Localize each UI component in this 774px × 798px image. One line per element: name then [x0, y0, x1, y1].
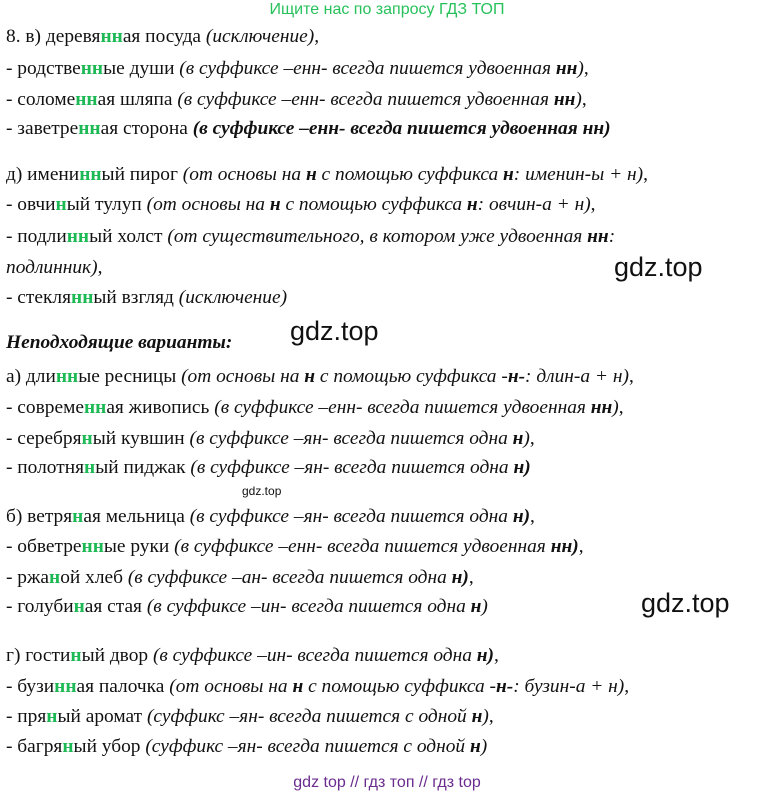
text-segment: , — [581, 89, 587, 110]
text-segment: ) — [523, 428, 530, 449]
text-segment: (в суффиксе –енн- всегда пишется удвоенная — [192, 118, 583, 139]
text-segment: , — [643, 164, 648, 185]
text-segment: , — [583, 58, 589, 79]
text-segment: - полотня — [6, 457, 85, 478]
text-segment: - солом — [6, 89, 67, 110]
text-segment: б) ветря — [6, 506, 73, 527]
text-segment: н — [305, 164, 317, 185]
text-segment: ый аромат — [57, 706, 147, 727]
text-segment: - пря — [6, 706, 47, 727]
text-segment: : именин-ы + н) — [513, 164, 644, 185]
highlighted-letters: нн — [78, 118, 101, 139]
text-segment: (от основы на — [169, 676, 293, 697]
text-line — [6, 455, 531, 481]
text-segment: н — [466, 194, 478, 215]
text-segment: ) — [481, 596, 488, 617]
highlighted-letters: нн — [80, 58, 104, 79]
highlighted-letters: н — [72, 506, 84, 527]
text-line — [6, 704, 494, 730]
text-line — [6, 504, 535, 530]
highlighted-letters: нн — [55, 366, 79, 387]
text-segment: (в суффиксе –енн- всегда пишется удвоенная — [214, 397, 591, 418]
text-segment: н) — [476, 645, 494, 666]
text-segment: ая посуда — [122, 26, 206, 47]
text-segment: , — [314, 26, 320, 47]
text-segment: ) — [612, 397, 619, 418]
highlighted-letters: нн — [71, 287, 94, 308]
text-segment: ый взгляд — [93, 287, 179, 308]
text-segment: - заветре — [6, 118, 79, 139]
text-line — [6, 330, 232, 356]
text-segment: ый тулуп — [66, 194, 147, 215]
text-segment: ый пиджак — [95, 457, 191, 478]
text-line — [6, 87, 587, 113]
text-segment: (суффикс –ян- всегда пишется с одной — [145, 736, 470, 757]
text-segment: (от существительного, в котором уже удвоенная — [167, 226, 588, 247]
text-segment: подлинник) — [6, 257, 98, 278]
text-segment: , — [618, 397, 624, 418]
text-segment: ые ресницы — [78, 366, 182, 387]
text-segment: ая сторона — [100, 118, 193, 139]
text-segment: г) гости — [6, 645, 71, 666]
text-line — [6, 395, 624, 421]
text-segment: н — [469, 736, 481, 757]
text-segment: ый кувшин — [92, 428, 190, 449]
text-segment: н — [470, 596, 482, 617]
text-segment: ый убор — [73, 736, 146, 757]
text-segment: нн — [555, 58, 578, 79]
text-segment: ая живопись — [106, 397, 215, 418]
text-segment: ) — [480, 736, 488, 757]
text-segment: , — [488, 706, 494, 727]
text-segment: : бузин-а + н) — [513, 676, 625, 697]
text-segment: - родстве — [6, 58, 81, 79]
text-segment: н — [503, 164, 514, 185]
text-segment: - бузи — [6, 676, 55, 697]
highlighted-letters: н — [73, 596, 85, 617]
text-segment: , — [578, 536, 584, 557]
text-line — [6, 364, 634, 390]
text-segment: н- — [495, 676, 514, 697]
text-segment: ) — [575, 89, 582, 110]
text-segment: с помощью суффикса - — [315, 366, 508, 387]
text-line — [6, 734, 487, 760]
highlighted-letters: нн — [100, 26, 123, 47]
text-line — [6, 674, 629, 700]
highlighted-letters: н — [49, 567, 61, 588]
text-segment: нн — [587, 226, 609, 247]
text-line — [6, 534, 584, 560]
text-segment: , — [97, 257, 103, 278]
text-segment: , — [624, 676, 630, 697]
text-segment: : длин-а + н) — [525, 366, 629, 387]
text-segment: (в суффиксе –ян- всегда пишется одна — [189, 428, 513, 449]
text-segment: (в суффиксе –ин- всегда пишется одна — [152, 645, 477, 666]
text-segment: н) — [451, 567, 469, 588]
text-segment: н) — [513, 457, 531, 478]
watermark-gdz-top-2: gdz.top — [290, 316, 379, 346]
text-segment: (в суффиксе –ян- всегда пишется одна — [189, 506, 513, 527]
text-segment: (в суффиксе –ан- всегда пишется одна — [127, 567, 452, 588]
text-segment: - стекля — [6, 287, 72, 308]
text-segment: ый пирог — [101, 164, 183, 185]
text-segment: нн — [553, 89, 576, 110]
text-line — [6, 192, 596, 218]
text-segment: с помощью суффикса - — [303, 676, 496, 697]
text-segment: ые руки — [103, 536, 175, 557]
text-segment: , — [628, 366, 634, 387]
text-line — [6, 224, 615, 250]
highlighted-letters: нн — [79, 164, 102, 185]
text-segment: с помощью суффикса — [316, 164, 503, 185]
text-line — [6, 255, 102, 281]
text-segment: а) дли — [6, 366, 56, 387]
text-segment: нн) — [550, 536, 579, 557]
top-watermark: Ищите нас по запросу ГДЗ ТОП — [269, 1, 505, 18]
text-segment: н — [471, 706, 483, 727]
text-segment: - совреме — [6, 397, 84, 418]
text-segment: , — [530, 506, 535, 527]
text-segment: ая палочка — [76, 676, 170, 697]
highlighted-letters: нн — [66, 226, 90, 247]
text-segment: 8. в) деревя — [6, 26, 101, 47]
text-segment: н — [269, 194, 281, 215]
text-segment: нн) — [582, 118, 611, 139]
watermark-gdz-top-3: gdz.top — [242, 484, 282, 498]
text-line — [6, 162, 648, 188]
text-segment: ая стая — [84, 596, 147, 617]
text-segment: , — [590, 194, 596, 215]
text-segment: с помощью суффикса — [280, 194, 467, 215]
text-segment: ый двор — [81, 645, 153, 666]
text-segment: н- — [507, 366, 526, 387]
text-segment: , — [493, 645, 499, 666]
text-segment: н — [292, 676, 304, 697]
text-segment: - голуби — [6, 596, 74, 617]
text-segment: (в суффиксе –ин- всегда пишется одна — [146, 596, 471, 617]
text-segment: - ржа — [6, 567, 50, 588]
text-segment: ые души — [103, 58, 180, 79]
text-segment: е — [66, 89, 76, 110]
text-segment: - подли — [6, 226, 67, 247]
text-segment: (в суффиксе –енн- всегда пишется удвоенная — [174, 536, 551, 557]
bottom-watermark: gdz top // гдз топ // гдз top — [293, 774, 481, 791]
text-segment: н — [512, 428, 524, 449]
text-segment: ая мельница — [83, 506, 190, 527]
text-line — [6, 643, 499, 669]
text-segment: , — [529, 428, 535, 449]
text-line — [6, 116, 611, 142]
highlighted-letters: нн — [83, 397, 107, 418]
text-segment: , — [468, 567, 474, 588]
text-segment: ) — [482, 706, 489, 727]
text-segment: - обветре — [6, 536, 82, 557]
watermark-gdz-top-4: gdz.top — [641, 588, 730, 618]
text-line — [6, 56, 589, 82]
text-segment: ая шляпа — [97, 89, 178, 110]
text-segment: : овчин-а + н) — [477, 194, 591, 215]
text-segment: (в суффиксе –ян- всегда пишется одна — [190, 457, 514, 478]
text-line — [6, 594, 488, 620]
text-line — [6, 285, 287, 311]
text-segment: (от основы на — [182, 164, 306, 185]
text-segment: Неподходящие варианты: — [6, 332, 233, 353]
highlighted-letters: н — [46, 706, 58, 727]
text-line — [6, 24, 319, 50]
text-segment: : — [608, 226, 616, 247]
highlighted-letters: нн — [75, 89, 98, 110]
text-segment: ) — [577, 58, 584, 79]
text-segment: (исключение) — [205, 26, 315, 47]
highlighted-letters: н — [81, 428, 93, 449]
text-line — [6, 565, 474, 591]
highlighted-letters: н — [55, 194, 67, 215]
highlighted-letters: н — [84, 457, 96, 478]
text-segment: (от основы на — [181, 366, 305, 387]
text-segment: ый холст — [89, 226, 168, 247]
text-line — [6, 426, 535, 452]
watermark-gdz-top-1: gdz.top — [614, 252, 703, 282]
text-segment: - багря — [6, 736, 63, 757]
text-segment: д) имени — [6, 164, 80, 185]
highlighted-letters: н — [62, 736, 74, 757]
highlighted-letters: нн — [54, 676, 77, 697]
text-segment: (суффикс –ян- всегда пишется с одной — [146, 706, 472, 727]
text-segment: ой хлеб — [60, 567, 128, 588]
highlighted-letters: н — [70, 645, 82, 666]
text-segment: н — [304, 366, 316, 387]
text-segment: (в суффиксе –енн- всегда пишется удвоенная — [177, 89, 554, 110]
text-segment: - овчи — [6, 194, 56, 215]
text-segment: нн — [590, 397, 613, 418]
text-segment: (от основы на — [146, 194, 270, 215]
text-segment: - серебря — [6, 428, 82, 449]
text-segment: (исключение) — [178, 287, 288, 308]
highlighted-letters: нн — [81, 536, 104, 557]
text-segment: (в суффиксе –енн- всегда пишется удвоенная — [179, 58, 556, 79]
text-segment: н) — [512, 506, 531, 527]
